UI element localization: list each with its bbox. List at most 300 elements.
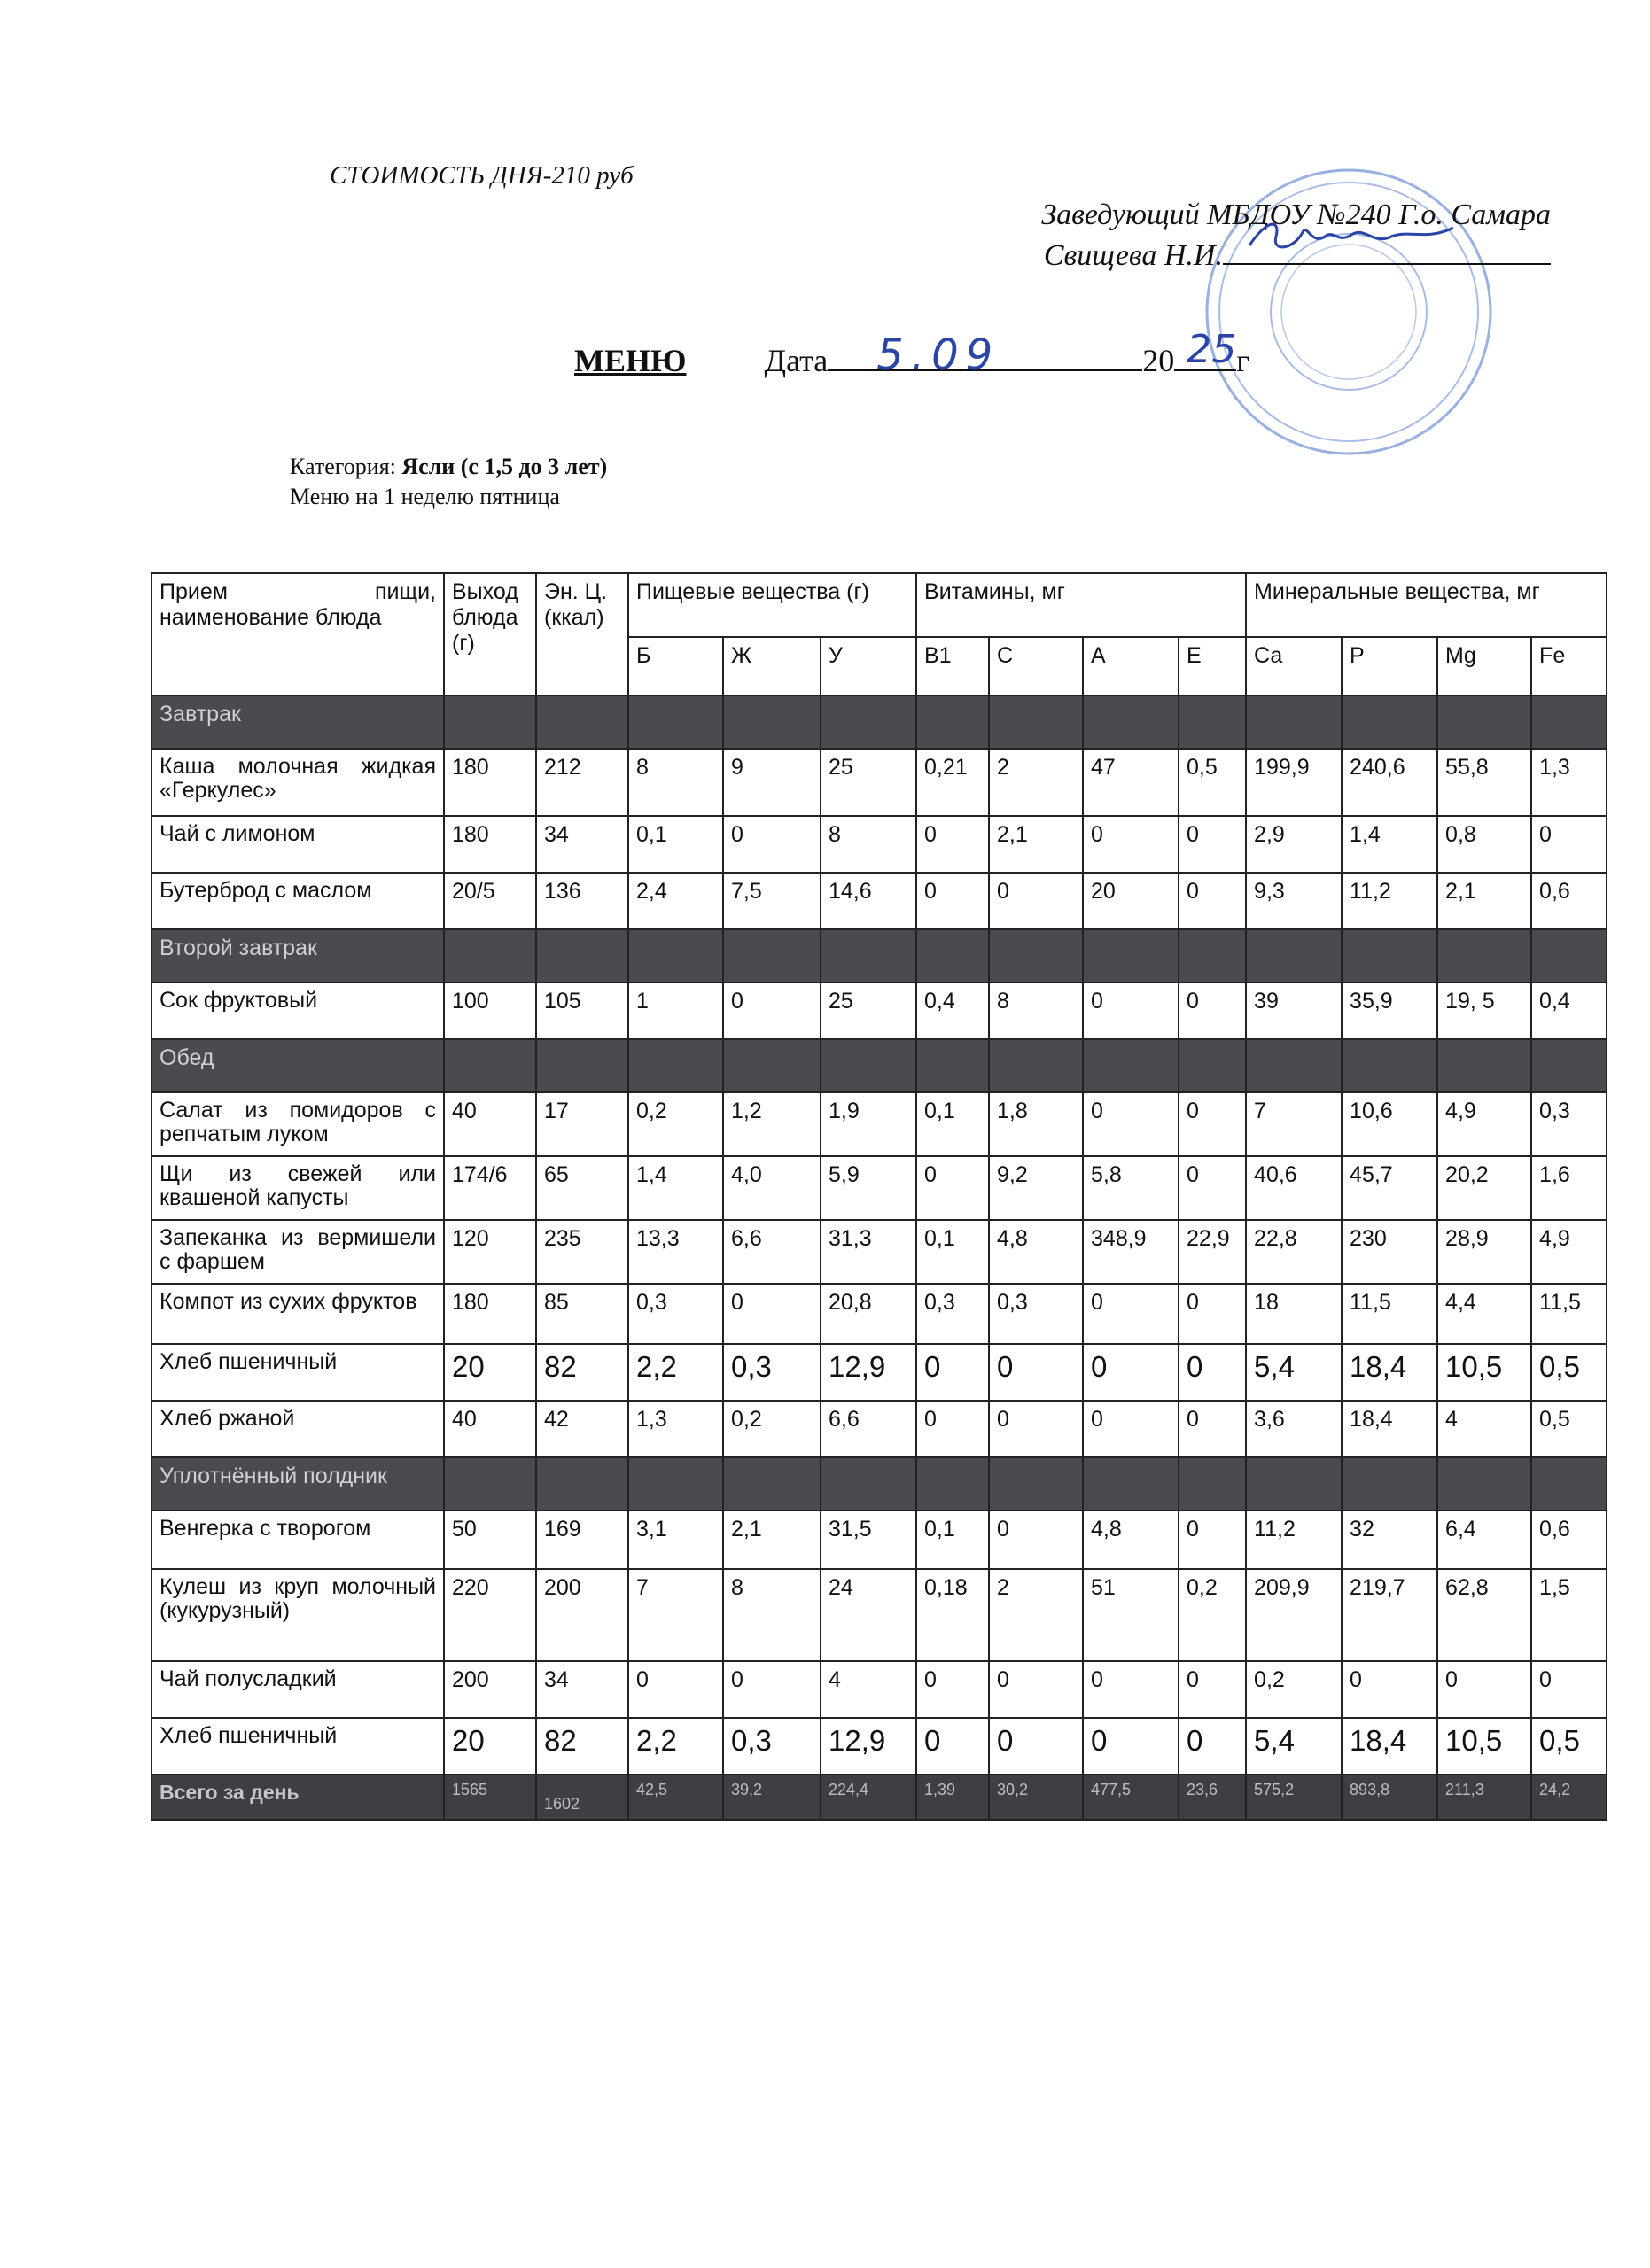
value-cell: 0,4 [1531, 983, 1607, 1039]
section-label: Завтрак [152, 695, 444, 749]
value-cell: 0,5 [1531, 1344, 1607, 1401]
value-cell: 0 [989, 1511, 1083, 1569]
section-cell [989, 695, 1083, 749]
value-cell: 0,1 [916, 1220, 989, 1284]
value-cell: 4,8 [989, 1220, 1083, 1284]
value-cell: 4,9 [1531, 1220, 1607, 1284]
section-cell [989, 929, 1083, 983]
section-cell [821, 929, 916, 983]
section-cell [1531, 695, 1607, 749]
value-cell: 212 [536, 749, 628, 816]
value-cell: 2,2 [628, 1718, 723, 1775]
value-cell: 199,9 [1246, 749, 1342, 816]
section-cell [536, 695, 628, 749]
value-cell: 348,9 [1083, 1220, 1179, 1284]
value-cell: 18,4 [1342, 1718, 1437, 1775]
value-cell: 7 [628, 1569, 723, 1661]
value-cell: 0 [1531, 816, 1607, 873]
section-cell [723, 1457, 821, 1511]
section-cell [1246, 1457, 1342, 1511]
value-cell: 1,4 [628, 1156, 723, 1220]
value-cell: 0,5 [1531, 1718, 1607, 1775]
value-cell: 0 [1179, 983, 1246, 1039]
dish-name: Щи из свежей или квашеной капусты [152, 1156, 444, 1220]
value-cell: 0 [989, 1718, 1083, 1775]
director-line: Заведующий МБДОУ №240 Г.о. Самара [1041, 198, 1551, 231]
category-block [290, 452, 607, 512]
value-cell: 0 [1083, 983, 1179, 1039]
value-cell: 10,6 [1342, 1092, 1437, 1156]
value-cell: 18 [1246, 1284, 1342, 1344]
value-cell: 31,5 [821, 1511, 916, 1569]
value-cell: 4,0 [723, 1156, 821, 1220]
value-cell: 40,6 [1246, 1156, 1342, 1220]
value-cell: 5,9 [821, 1156, 916, 1220]
value-cell: 169 [536, 1511, 628, 1569]
value-cell: 11,2 [1246, 1511, 1342, 1569]
value-cell: 0 [723, 1284, 821, 1344]
category-line [290, 452, 607, 482]
dish-name: Венгерка с творогом [152, 1511, 444, 1569]
value-cell: 0 [989, 1344, 1083, 1401]
value-cell: 0,1 [916, 1511, 989, 1569]
dish-name: Хлеб пшеничный [152, 1344, 444, 1401]
value-cell: 0,8 [1437, 816, 1531, 873]
value-cell: 1,8 [989, 1092, 1083, 1156]
director-name-line [1044, 236, 1551, 276]
value-cell: 19, 5 [1437, 983, 1531, 1039]
total-row [152, 1775, 1607, 1820]
total-value: 23,6 [1179, 1775, 1246, 1820]
total-value: 1,39 [916, 1775, 989, 1820]
section-cell [1437, 1457, 1531, 1511]
value-cell: 0,18 [916, 1569, 989, 1661]
value-cell: 235 [536, 1220, 628, 1284]
value-cell: 230 [1342, 1220, 1437, 1284]
value-cell: 4,8 [1083, 1511, 1179, 1569]
value-cell: 9,2 [989, 1156, 1083, 1220]
value-cell: 0 [1179, 1661, 1246, 1718]
value-cell: 0,2 [1246, 1661, 1342, 1718]
table-row [152, 1344, 1607, 1401]
section-cell [628, 1039, 723, 1092]
value-cell: 2,2 [628, 1344, 723, 1401]
value-cell: 17 [536, 1092, 628, 1156]
value-cell: 0 [916, 873, 989, 929]
value-cell: 50 [444, 1511, 536, 1569]
header-minerals: Минеральные вещества, мг [1246, 573, 1607, 637]
section-cell [1083, 929, 1179, 983]
value-cell: 240,6 [1342, 749, 1437, 816]
value-cell: 219,7 [1342, 1569, 1437, 1661]
dish-name: Каша молочная жидкая «Геркулес» [152, 749, 444, 816]
value-cell: 34 [536, 816, 628, 873]
value-cell: 28,9 [1437, 1220, 1531, 1284]
value-cell: 12,9 [821, 1718, 916, 1775]
value-cell: 0,2 [1179, 1569, 1246, 1661]
value-cell: 20,2 [1437, 1156, 1531, 1220]
value-cell: 5,4 [1246, 1344, 1342, 1401]
value-cell: 1,6 [1531, 1156, 1607, 1220]
dish-name: Чай полусладкий [152, 1661, 444, 1718]
section-snack [152, 1457, 1607, 1511]
header-sub-9: Mg [1437, 637, 1531, 695]
value-cell: 0 [1179, 1092, 1246, 1156]
value-cell: 0,3 [989, 1284, 1083, 1344]
value-cell: 7 [1246, 1092, 1342, 1156]
value-cell: 0 [723, 983, 821, 1039]
section-cell [916, 1457, 989, 1511]
value-cell: 0,3 [628, 1284, 723, 1344]
total-value: 30,2 [989, 1775, 1083, 1820]
value-cell: 0 [916, 1156, 989, 1220]
section-cell [723, 929, 821, 983]
value-cell: 82 [536, 1718, 628, 1775]
section-cell [1083, 695, 1179, 749]
value-cell: 12,9 [821, 1344, 916, 1401]
header-sub-6: Е [1179, 637, 1246, 695]
value-cell: 1,2 [723, 1092, 821, 1156]
value-cell: 2,1 [989, 816, 1083, 873]
section-cell [989, 1039, 1083, 1092]
value-cell: 0,4 [916, 983, 989, 1039]
value-cell: 11,5 [1342, 1284, 1437, 1344]
value-cell: 100 [444, 983, 536, 1039]
value-cell: 4 [1437, 1401, 1531, 1457]
dish-name: Сок фруктовый [152, 983, 444, 1039]
value-cell: 62,8 [1437, 1569, 1531, 1661]
value-cell: 0,1 [628, 816, 723, 873]
total-value: 42,5 [628, 1775, 723, 1820]
value-cell: 209,9 [1246, 1569, 1342, 1661]
value-cell: 0,3 [1531, 1092, 1607, 1156]
value-cell: 20 [444, 1344, 536, 1401]
value-cell: 0,3 [723, 1718, 821, 1775]
section-cell [821, 1457, 916, 1511]
header-sub-7: Са [1246, 637, 1342, 695]
value-cell: 34 [536, 1661, 628, 1718]
value-cell: 105 [536, 983, 628, 1039]
value-cell: 0 [1179, 1284, 1246, 1344]
table-row [152, 1156, 1607, 1220]
header-sub-8: Р [1342, 637, 1437, 695]
value-cell: 0,1 [916, 1092, 989, 1156]
value-cell: 6,4 [1437, 1511, 1531, 1569]
section-cell [1179, 1039, 1246, 1092]
section-cell [1437, 929, 1531, 983]
section-cell [1342, 695, 1437, 749]
value-cell: 4,4 [1437, 1284, 1531, 1344]
value-cell: 0 [1083, 1661, 1179, 1718]
value-cell: 0 [1179, 1511, 1246, 1569]
menu-table [151, 572, 1607, 1821]
value-cell: 0 [723, 816, 821, 873]
value-cell: 1,3 [1531, 749, 1607, 816]
value-cell: 0 [1342, 1661, 1437, 1718]
value-cell: 20,8 [821, 1284, 916, 1344]
header-sub-10: Fe [1531, 637, 1607, 695]
value-cell: 0,3 [916, 1284, 989, 1344]
value-cell: 22,9 [1179, 1220, 1246, 1284]
value-cell: 2,9 [1246, 816, 1342, 873]
value-cell: 0,2 [628, 1092, 723, 1156]
value-cell: 0,5 [1531, 1401, 1607, 1457]
value-cell: 11,5 [1531, 1284, 1607, 1344]
value-cell: 85 [536, 1284, 628, 1344]
value-cell: 0 [1179, 1156, 1246, 1220]
section-label: Обед [152, 1039, 444, 1092]
value-cell: 2,4 [628, 873, 723, 929]
section-cell [723, 695, 821, 749]
table-row [152, 1511, 1607, 1569]
category-value: Ясли (с 1,5 до 3 лет) [401, 454, 608, 479]
header-sub-1: Ж [723, 637, 821, 695]
value-cell: 0 [1179, 1718, 1246, 1775]
value-cell: 0 [723, 1661, 821, 1718]
value-cell: 11,2 [1342, 873, 1437, 929]
table-row [152, 749, 1607, 816]
value-cell: 14,6 [821, 873, 916, 929]
dish-name: Хлеб ржаной [152, 1401, 444, 1457]
table-row [152, 1284, 1607, 1344]
section-breakfast [152, 695, 1607, 749]
section-cell [1531, 1457, 1607, 1511]
value-cell: 9,3 [1246, 873, 1342, 929]
value-cell: 2,1 [1437, 873, 1531, 929]
value-cell: 1 [628, 983, 723, 1039]
header-vitamins: Витамины, мг [916, 573, 1246, 637]
value-cell: 8 [989, 983, 1083, 1039]
section-cell [628, 1457, 723, 1511]
total-label: Всего за день [152, 1775, 444, 1820]
value-cell: 0 [1179, 1344, 1246, 1401]
value-cell: 0 [1083, 816, 1179, 873]
value-cell: 25 [821, 749, 916, 816]
date-label: Дата [764, 343, 829, 378]
value-cell: 0 [1083, 1401, 1179, 1457]
section-cell [916, 1039, 989, 1092]
header-yield: Выход блюда (г) [444, 573, 536, 695]
value-cell: 0 [628, 1661, 723, 1718]
total-value: 575,2 [1246, 1775, 1342, 1820]
table-row [152, 1569, 1607, 1661]
value-cell: 10,5 [1437, 1718, 1531, 1775]
value-cell: 0 [1437, 1661, 1531, 1718]
value-cell: 51 [1083, 1569, 1179, 1661]
value-cell: 120 [444, 1220, 536, 1284]
value-cell: 9 [723, 749, 821, 816]
value-cell: 2,1 [723, 1511, 821, 1569]
value-cell: 0 [989, 1401, 1083, 1457]
value-cell: 18,4 [1342, 1344, 1437, 1401]
value-cell: 45,7 [1342, 1156, 1437, 1220]
section-label: Уплотнённый полдник [152, 1457, 444, 1511]
approval-header [984, 195, 1551, 276]
value-cell: 10,5 [1437, 1344, 1531, 1401]
section-cell [628, 929, 723, 983]
section-cell [536, 929, 628, 983]
section-cell [1531, 1039, 1607, 1092]
section-cell [1083, 1457, 1179, 1511]
date-value: 5.09 [876, 330, 1000, 380]
value-cell: 0 [989, 1661, 1083, 1718]
dish-name: Запеканка из вермишели с фаршем [152, 1220, 444, 1284]
value-cell: 40 [444, 1401, 536, 1457]
value-cell: 0 [1083, 1284, 1179, 1344]
value-cell: 8 [821, 816, 916, 873]
value-cell: 65 [536, 1156, 628, 1220]
value-cell: 25 [821, 983, 916, 1039]
table-row [152, 1220, 1607, 1284]
dish-name: Салат из помидоров с репчатым луком [152, 1092, 444, 1156]
section-cell [1246, 929, 1342, 983]
value-cell: 180 [444, 749, 536, 816]
section-cell [628, 695, 723, 749]
value-cell: 180 [444, 816, 536, 873]
section-second-breakfast [152, 929, 1607, 983]
year-prefix: 20 [1142, 343, 1175, 378]
value-cell: 1,5 [1531, 1569, 1607, 1661]
section-cell [1437, 1039, 1531, 1092]
value-cell: 0 [1083, 1092, 1179, 1156]
header-sub-3: В1 [916, 637, 989, 695]
date-field [828, 330, 1142, 380]
header-nutrients: Пищевые вещества (г) [628, 573, 916, 637]
value-cell: 8 [628, 749, 723, 816]
section-cell [1531, 929, 1607, 983]
value-cell: 20 [1083, 873, 1179, 929]
section-cell [1179, 929, 1246, 983]
table-row [152, 983, 1607, 1039]
value-cell: 0 [916, 1661, 989, 1718]
dish-name: Чай с лимоном [152, 816, 444, 873]
value-cell: 22,8 [1246, 1220, 1342, 1284]
value-cell: 82 [536, 1344, 628, 1401]
value-cell: 13,3 [628, 1220, 723, 1284]
value-cell: 200 [444, 1661, 536, 1718]
section-cell [536, 1039, 628, 1092]
total-value: 893,8 [1342, 1775, 1437, 1820]
value-cell: 6,6 [723, 1220, 821, 1284]
dish-name: Компот из сухих фруктов [152, 1284, 444, 1344]
section-cell [444, 695, 536, 749]
value-cell: 32 [1342, 1511, 1437, 1569]
section-cell [1179, 695, 1246, 749]
value-cell: 0 [916, 1718, 989, 1775]
value-cell: 0,6 [1531, 1511, 1607, 1569]
total-value: 1602 [536, 1775, 628, 1820]
section-cell [444, 1039, 536, 1092]
day-cost: СТОИМОСТЬ ДНЯ-210 руб [330, 161, 634, 190]
value-cell: 5,8 [1083, 1156, 1179, 1220]
director-name: Свищева Н.И. [1043, 239, 1223, 272]
menu-title-row [574, 327, 1250, 380]
category-label: Категория: [290, 454, 402, 479]
value-cell: 4,9 [1437, 1092, 1531, 1156]
menu-title: МЕНЮ [574, 343, 687, 378]
value-cell: 20 [444, 1718, 536, 1775]
value-cell: 24 [821, 1569, 916, 1661]
value-cell: 35,9 [1342, 983, 1437, 1039]
year-field [1174, 327, 1237, 372]
section-cell [1342, 1457, 1437, 1511]
section-cell [444, 1457, 536, 1511]
value-cell: 0 [1179, 1401, 1246, 1457]
total-value: 211,3 [1437, 1775, 1531, 1820]
value-cell: 8 [723, 1569, 821, 1661]
value-cell: 0 [1179, 873, 1246, 929]
section-cell [916, 929, 989, 983]
year-value: 25 [1187, 327, 1237, 372]
section-cell [1342, 929, 1437, 983]
value-cell: 4 [821, 1661, 916, 1718]
value-cell: 220 [444, 1569, 536, 1661]
section-cell [916, 695, 989, 749]
table-row [152, 1401, 1607, 1457]
header-sub-4: С [989, 637, 1083, 695]
value-cell: 0,5 [1179, 749, 1246, 816]
section-cell [1179, 1457, 1246, 1511]
value-cell: 55,8 [1437, 749, 1531, 816]
section-cell [989, 1457, 1083, 1511]
header-sub-5: А [1083, 637, 1179, 695]
total-value: 477,5 [1083, 1775, 1179, 1820]
value-cell: 0 [1179, 816, 1246, 873]
section-cell [1437, 695, 1531, 749]
value-cell: 18,4 [1342, 1401, 1437, 1457]
value-cell: 6,6 [821, 1401, 916, 1457]
value-cell: 0 [1083, 1718, 1179, 1775]
value-cell: 0,2 [723, 1401, 821, 1457]
table-row [152, 1718, 1607, 1775]
value-cell: 3,1 [628, 1511, 723, 1569]
value-cell: 200 [536, 1569, 628, 1661]
section-cell [1246, 1039, 1342, 1092]
value-cell: 0 [916, 816, 989, 873]
value-cell: 20/5 [444, 873, 536, 929]
value-cell: 0 [916, 1401, 989, 1457]
value-cell: 136 [536, 873, 628, 929]
total-value: 1565 [444, 1775, 536, 1820]
section-cell [536, 1457, 628, 1511]
total-value: 224,4 [821, 1775, 916, 1820]
value-cell: 0,6 [1531, 873, 1607, 929]
value-cell: 0,21 [916, 749, 989, 816]
header-sub-0: Б [628, 637, 723, 695]
header-meal: Прием пищи, наименование блюда [152, 573, 444, 695]
section-label: Второй завтрак [152, 929, 444, 983]
value-cell: 31,3 [821, 1220, 916, 1284]
section-cell [821, 1039, 916, 1092]
section-cell [1342, 1039, 1437, 1092]
total-value: 24,2 [1531, 1775, 1607, 1820]
year-suffix: г [1236, 343, 1250, 378]
value-cell: 2 [989, 1569, 1083, 1661]
table-row [152, 873, 1607, 929]
value-cell: 42 [536, 1401, 628, 1457]
section-cell [821, 695, 916, 749]
header-energy: Эн. Ц. (ккал) [536, 573, 628, 695]
section-cell [723, 1039, 821, 1092]
value-cell: 39 [1246, 983, 1342, 1039]
week-line: Меню на 1 неделю пятница [290, 484, 560, 509]
value-cell: 40 [444, 1092, 536, 1156]
section-cell [444, 929, 536, 983]
value-cell: 7,5 [723, 873, 821, 929]
value-cell: 0 [989, 873, 1083, 929]
value-cell: 1,9 [821, 1092, 916, 1156]
value-cell: 0 [1531, 1661, 1607, 1718]
